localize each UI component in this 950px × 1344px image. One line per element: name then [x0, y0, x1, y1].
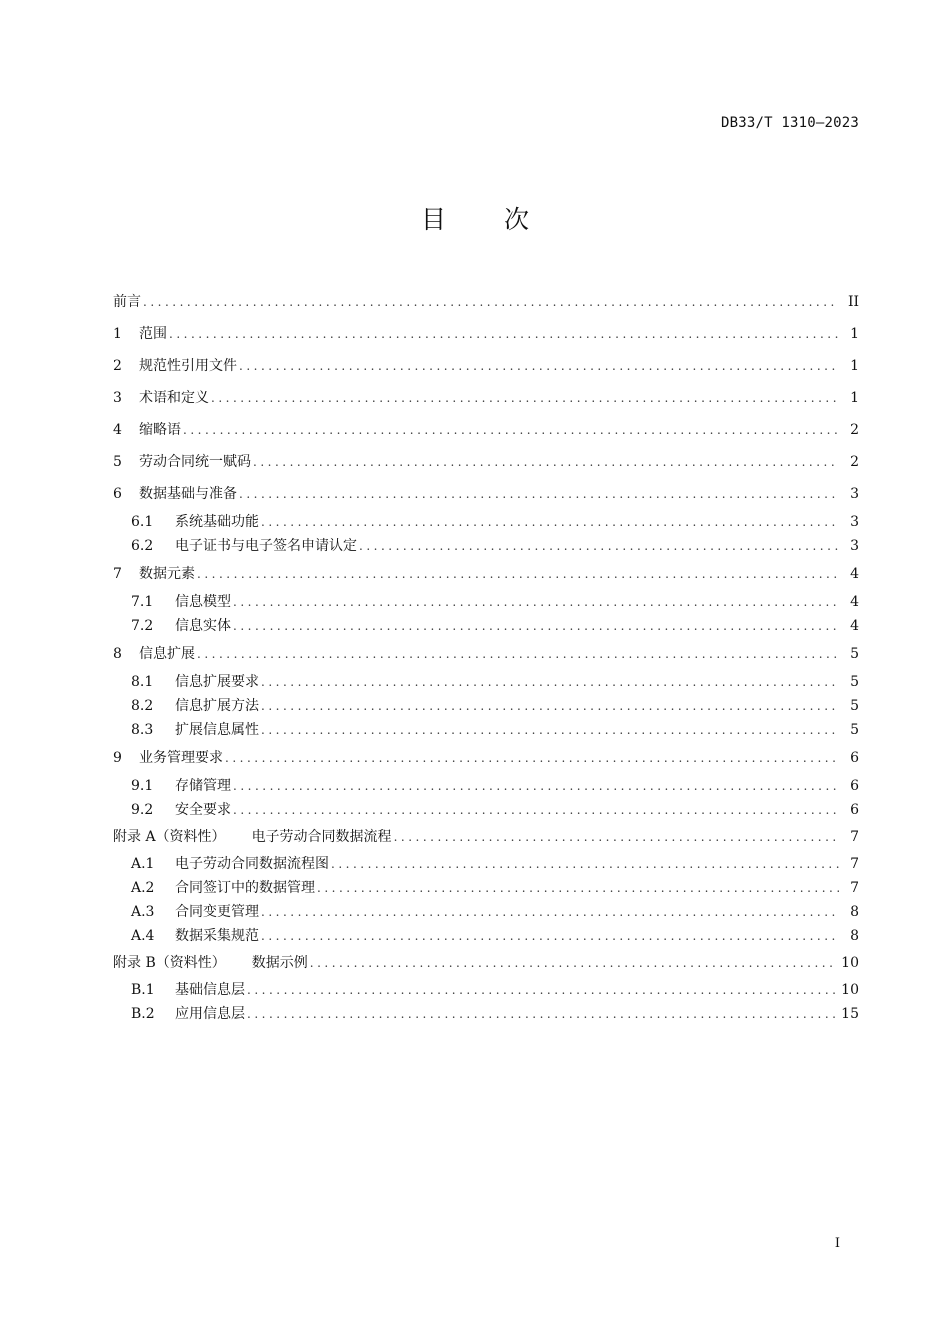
toc-entry-number: A.4 — [131, 928, 155, 944]
toc-leader-dots — [183, 414, 839, 446]
toc-entry[interactable] — [113, 614, 859, 638]
toc-entry-page: 3 — [850, 538, 859, 554]
toc-entry-title: 范围 — [139, 326, 167, 342]
toc-entry-title: 合同签订中的数据管理 — [175, 880, 315, 896]
toc-entry-page: 5 — [850, 674, 859, 690]
toc-leader-dots — [169, 318, 839, 350]
toc-leader-dots — [261, 900, 839, 924]
toc-leader-dots — [143, 286, 839, 318]
toc-leader-dots — [233, 590, 839, 614]
toc-leader-dots — [331, 852, 839, 876]
toc-entry[interactable] — [113, 670, 859, 694]
toc-entry[interactable] — [113, 382, 859, 414]
toc-entry-title: 信息模型 — [175, 594, 231, 610]
toc-entry-page: 8 — [850, 904, 859, 920]
toc-entry-number: 4 — [113, 422, 122, 438]
toc-entry-title: 信息扩展方法 — [175, 698, 259, 714]
toc-entry-title: 电子劳动合同数据流程 — [251, 829, 392, 845]
standard-code: DB33/T 1310—2023 — [720, 115, 859, 131]
toc-leader-dots — [233, 774, 839, 798]
toc-entry-title: 信息扩展要求 — [175, 674, 259, 690]
toc-entry-page: 2 — [850, 454, 859, 470]
toc-leader-dots — [197, 638, 839, 670]
toc-entry[interactable] — [113, 742, 859, 774]
toc-entry-number: B.2 — [131, 1006, 155, 1022]
toc-leader-dots — [310, 948, 835, 978]
toc-leader-dots — [197, 558, 839, 590]
toc-entry[interactable] — [113, 924, 859, 948]
toc-entry-number: 9.1 — [131, 778, 154, 794]
toc-entry-number: 8.1 — [131, 674, 154, 690]
toc-entry-number: 7.1 — [131, 594, 154, 610]
toc-entry-title: 业务管理要求 — [139, 750, 223, 766]
toc-entry-number: 8.2 — [131, 698, 154, 714]
toc-entry[interactable] — [113, 978, 859, 1002]
toc-entry-page: 3 — [850, 514, 859, 530]
toc-leader-dots — [239, 478, 839, 510]
toc-entry-title: 数据基础与准备 — [139, 486, 237, 502]
toc-entry-number: 8.3 — [131, 722, 154, 738]
toc-entry-page: 4 — [850, 618, 859, 634]
toc-entry-title: 安全要求 — [175, 802, 231, 818]
toc-entry-title: 缩略语 — [139, 422, 181, 438]
toc-entry-title: 数据元素 — [139, 566, 195, 582]
toc-entry-title: 数据示例 — [251, 955, 308, 971]
toc-entry-page: 4 — [850, 594, 859, 610]
toc-leader-dots — [359, 534, 839, 558]
toc-entry-page: 1 — [850, 390, 859, 406]
toc-leader-dots — [317, 876, 839, 900]
toc-entry-number: 9.2 — [131, 802, 154, 818]
toc-entry-page: 2 — [850, 422, 859, 438]
toc-entry-number: 6.1 — [131, 514, 154, 530]
toc-entry-title: 术语和定义 — [139, 390, 209, 406]
toc-appendix-label: 附录 A（资料性） — [113, 829, 226, 845]
toc-entry-number: 3 — [113, 390, 122, 406]
toc-entry-page: 15 — [841, 1006, 859, 1022]
toc-leader-dots — [253, 446, 839, 478]
toc-entry-page: II — [847, 294, 859, 310]
table-of-contents — [113, 286, 859, 1026]
toc-entry[interactable] — [113, 900, 859, 924]
toc-entry-page: 10 — [841, 982, 859, 998]
page-number: I — [834, 1236, 840, 1251]
toc-entry-number: A.3 — [131, 904, 155, 920]
toc-leader-dots — [261, 718, 839, 742]
toc-entry-title: 电子劳动合同数据流程图 — [175, 856, 329, 872]
toc-entry[interactable] — [113, 446, 859, 478]
toc-entry-title: 前言 — [113, 294, 141, 310]
toc-entry[interactable] — [113, 638, 859, 670]
toc-leader-dots — [225, 742, 839, 774]
toc-entry-page: 7 — [850, 880, 859, 896]
toc-entry[interactable] — [113, 558, 859, 590]
toc-entry-number: 6 — [113, 486, 122, 502]
toc-entry[interactable] — [113, 876, 859, 900]
toc-entry-title: 扩展信息属性 — [175, 722, 259, 738]
toc-entry-page: 8 — [850, 928, 859, 944]
toc-entry-number: 2 — [113, 358, 122, 374]
toc-leader-dots — [211, 382, 839, 414]
toc-entry-title: 规范性引用文件 — [139, 358, 237, 374]
toc-entry-number: 1 — [113, 326, 122, 342]
toc-entry-page: 5 — [850, 646, 859, 662]
toc-entry[interactable] — [113, 718, 859, 742]
toc-entry-title: 劳动合同统一赋码 — [139, 454, 251, 470]
toc-entry-page: 1 — [850, 326, 859, 342]
toc-entry-page: 1 — [850, 358, 859, 374]
toc-leader-dots — [261, 694, 839, 718]
toc-entry-number: 8 — [113, 646, 122, 662]
toc-entry[interactable] — [113, 286, 859, 318]
toc-leader-dots — [247, 1002, 835, 1026]
toc-entry[interactable] — [113, 948, 859, 978]
toc-entry-page: 4 — [850, 566, 859, 582]
toc-entry-page: 6 — [850, 750, 859, 766]
toc-entry-title: 合同变更管理 — [175, 904, 259, 920]
toc-leader-dots — [261, 670, 839, 694]
toc-entry[interactable] — [113, 478, 859, 510]
toc-leader-dots — [233, 798, 839, 822]
toc-entry-number: B.1 — [131, 982, 155, 998]
toc-entry[interactable] — [113, 590, 859, 614]
toc-entry-page: 7 — [850, 856, 859, 872]
toc-entry-number: 9 — [113, 750, 122, 766]
toc-entry-title: 存储管理 — [175, 778, 231, 794]
toc-entry-page: 5 — [850, 698, 859, 714]
toc-entry[interactable] — [113, 350, 859, 382]
toc-leader-dots — [233, 614, 839, 638]
toc-entry[interactable] — [113, 318, 859, 350]
toc-entry-number: A.2 — [131, 880, 155, 896]
toc-entry[interactable] — [113, 774, 859, 798]
toc-entry[interactable] — [113, 510, 859, 534]
toc-entry[interactable] — [113, 534, 859, 558]
toc-entry[interactable] — [113, 852, 859, 876]
toc-entry[interactable] — [113, 414, 859, 446]
toc-leader-dots — [239, 350, 839, 382]
toc-entry[interactable] — [113, 694, 859, 718]
toc-leader-dots — [394, 822, 839, 852]
toc-entry-title: 应用信息层 — [175, 1006, 245, 1022]
toc-entry-page: 7 — [850, 829, 859, 845]
page-title: 目次 — [420, 205, 587, 234]
toc-appendix-label: 附录 B（资料性） — [113, 955, 226, 971]
toc-entry-number: 7 — [113, 566, 122, 582]
toc-leader-dots — [261, 924, 839, 948]
toc-entry-page: 6 — [850, 802, 859, 818]
toc-entry[interactable] — [113, 822, 859, 852]
toc-entry-number: A.1 — [131, 856, 155, 872]
toc-entry[interactable] — [113, 1002, 859, 1026]
toc-entry-title: 信息实体 — [175, 618, 231, 634]
toc-entry-title: 系统基础功能 — [175, 514, 259, 530]
toc-entry-title: 电子证书与电子签名申请认定 — [175, 538, 357, 554]
toc-entry-page: 10 — [841, 955, 859, 971]
toc-leader-dots — [261, 510, 839, 534]
toc-entry-number: 6.2 — [131, 538, 154, 554]
toc-leader-dots — [247, 978, 835, 1002]
toc-entry-title: 信息扩展 — [139, 646, 195, 662]
toc-entry-title: 数据采集规范 — [175, 928, 259, 944]
toc-entry-number: 7.2 — [131, 618, 154, 634]
toc-entry-number: 5 — [113, 454, 122, 470]
toc-entry-page: 5 — [850, 722, 859, 738]
toc-entry[interactable] — [113, 798, 859, 822]
toc-entry-page: 3 — [850, 486, 859, 502]
toc-entry-title: 基础信息层 — [175, 982, 245, 998]
toc-entry-page: 6 — [850, 778, 859, 794]
